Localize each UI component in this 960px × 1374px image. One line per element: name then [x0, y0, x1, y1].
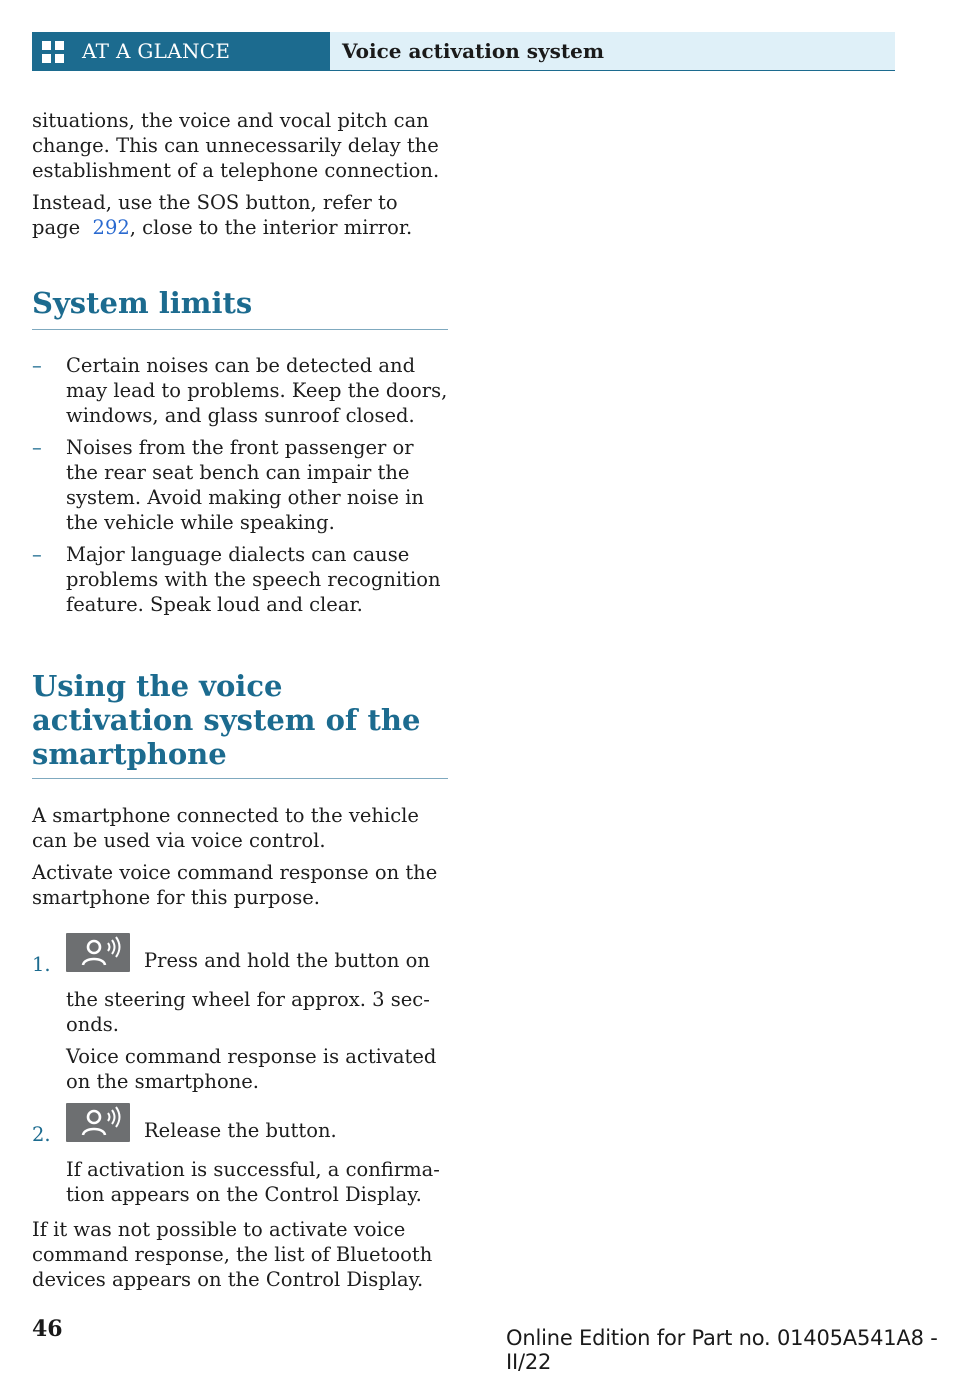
edition-footer: Online Edition for Part no. 01405A541A8 - II/22 — [506, 1326, 938, 1374]
step-text: Press and hold the button on — [144, 949, 430, 972]
dash-bullet: – — [32, 436, 42, 459]
system-limits-list — [32, 353, 448, 617]
smartphone-paragraph-3: If it was not possible to activate voice command response, the list of Bluetooth devices appears on the Control Display. — [32, 1218, 433, 1291]
dash-bullet: – — [32, 354, 42, 377]
step-note: Voice command response is activated on the smartphone. — [66, 1045, 437, 1093]
step-number: 1. — [32, 953, 51, 976]
main-column — [32, 108, 448, 1299]
page-link[interactable]: 292 — [92, 216, 130, 239]
smartphone-paragraph-1: A smartphone connected to the vehicle can be used via voice control. — [32, 804, 419, 852]
header-divider — [32, 70, 895, 71]
voice-command-icon — [66, 1103, 130, 1142]
heading-smartphone-voice: Using the voice activation system of the smartphone — [32, 669, 448, 779]
step-text: Release the button. — [144, 1119, 337, 1142]
chapter-title: Voice activation system — [342, 39, 604, 63]
page-number: 46 — [32, 1316, 63, 1342]
page-header — [32, 32, 895, 71]
steps-list — [32, 934, 448, 1207]
smartphone-paragraph-2: Activate voice command response on the smartphone for this purpose. — [32, 861, 438, 909]
intro-paragraph: situations, the voice and vocal pitch can change. This can unnecessarily delay the establishment of a telephone connection. — [32, 109, 440, 182]
dash-bullet: – — [32, 543, 42, 566]
heading-system-limits: System limits — [32, 286, 448, 330]
list-item: – Certain noises can be detected and may lead to problems. Keep the doors, windows, and glass sunroof closed. — [32, 354, 448, 427]
step-item — [32, 1104, 448, 1207]
section-tab[interactable] — [32, 32, 330, 70]
voice-command-icon — [66, 933, 130, 972]
chapter-title-bar — [330, 32, 895, 70]
step-number: 2. — [32, 1123, 51, 1146]
list-item: – Major language dialects can cause problems with the speech recognition feature. Speak loud and clear. — [32, 543, 441, 616]
step-item — [32, 934, 448, 1094]
step-text-continued: the steering wheel for approx. 3 seconds. — [66, 988, 430, 1036]
list-item: – Noises from the front passenger or the rear seat bench can impair the system. Avoid making other noise in the vehicle while speaking. — [32, 436, 424, 534]
section-label: AT A GLANCE — [82, 39, 231, 63]
sos-paragraph: Instead, use the SOS button, refer to page 292, close to the interior mirror. — [32, 191, 413, 239]
grid-icon — [42, 41, 64, 63]
step-note: If activation is successful, a confirmation appears on the Control Display. — [66, 1158, 440, 1206]
